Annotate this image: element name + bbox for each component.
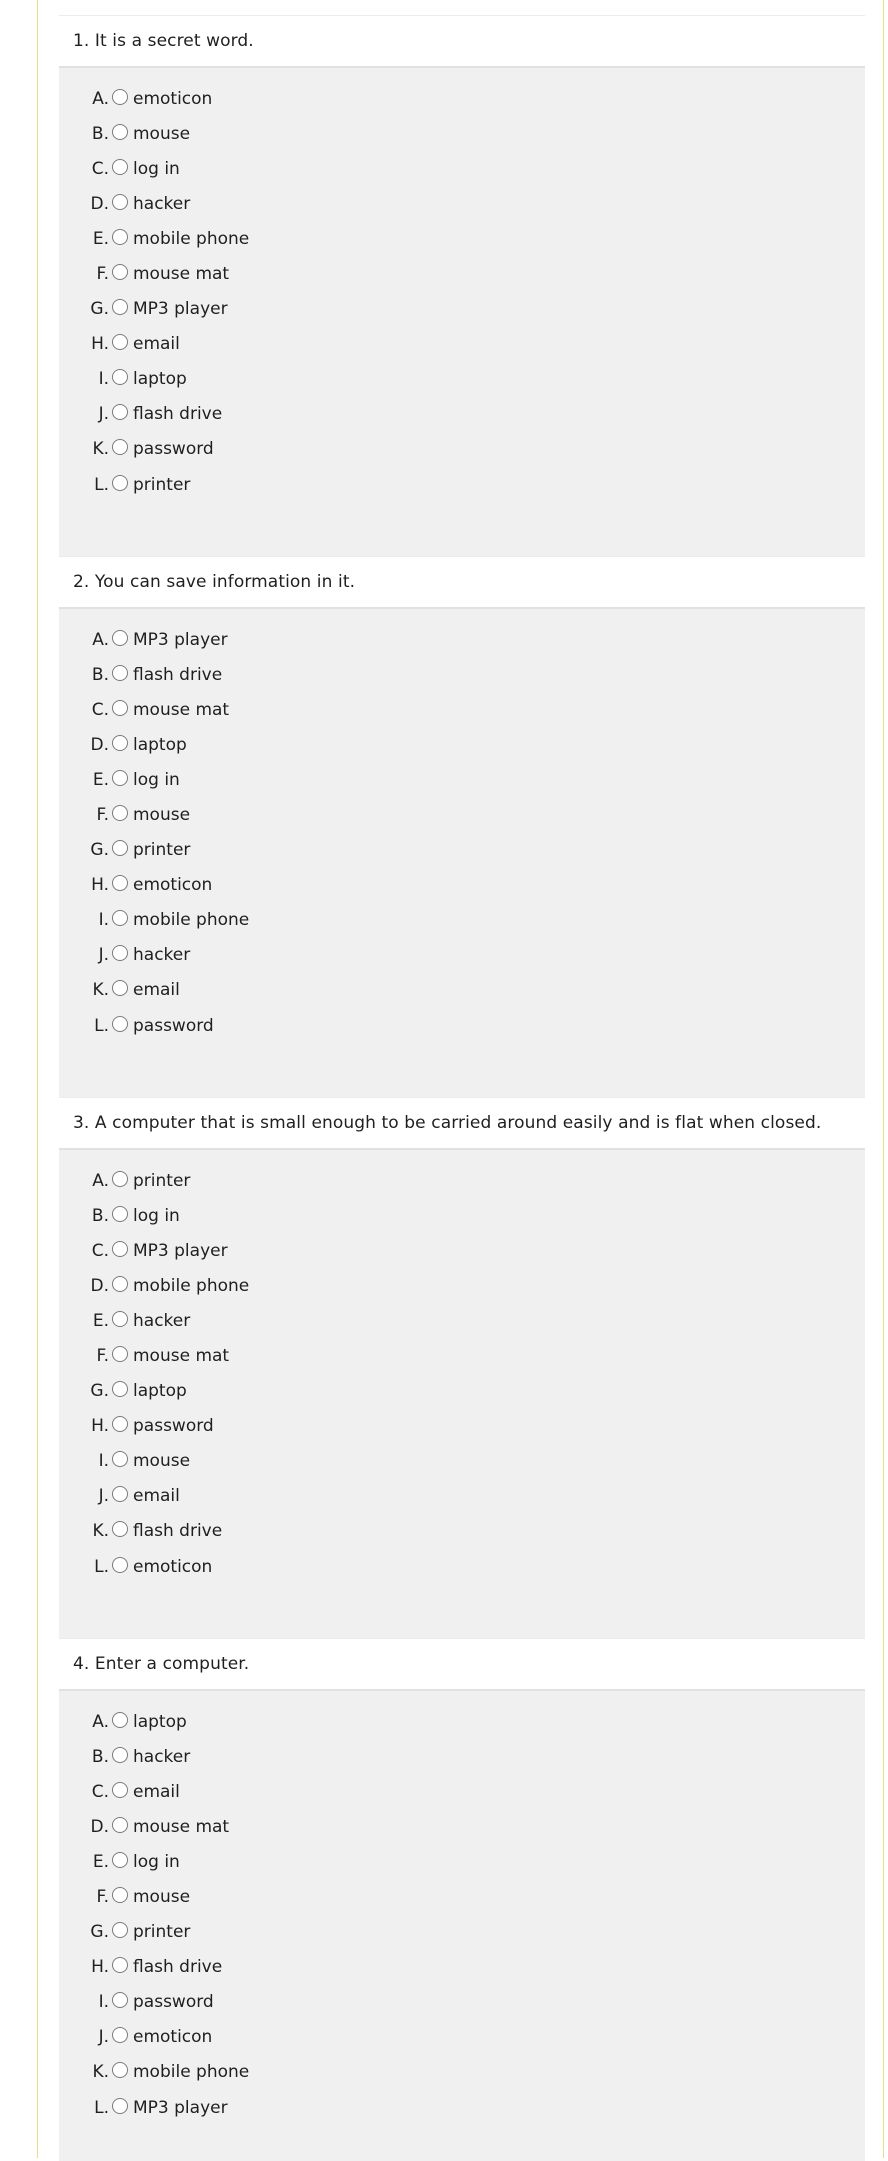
answer-option[interactable] [59,1844,865,1879]
option-label[interactable]: laptop [133,1711,187,1732]
option-label[interactable]: mouse [133,1451,191,1472]
option-letter: L. [94,2097,109,2118]
option-label[interactable]: flash drive [133,404,223,425]
option-label[interactable]: MP3 player [133,299,228,320]
answer-option[interactable] [59,467,865,502]
option-letter: B. [91,1746,109,1767]
option-letter: I. [98,1451,109,1472]
answer-option[interactable] [59,973,865,1008]
answer-option[interactable] [59,1879,865,1914]
answer-option[interactable] [59,2020,865,2055]
answer-option[interactable] [59,221,865,256]
option-letter: A. [92,1170,109,1191]
radio-button[interactable] [112,910,128,926]
question-block [59,556,865,1097]
radio-button[interactable] [112,1416,128,1432]
radio-button[interactable] [112,875,128,891]
answer-option[interactable] [59,1338,865,1373]
option-label[interactable]: mouse [133,1887,191,1908]
answer-option[interactable] [59,1739,865,1774]
radio-button[interactable] [112,945,128,961]
option-label[interactable]: mobile phone [133,2062,250,2083]
option-letter: D. [90,1816,109,1837]
option-letter: B. [91,1205,109,1226]
radio-button[interactable] [112,1206,128,1222]
radio-button[interactable] [112,159,128,175]
question-prompt: 3. A computer that is small enough to be carried around easily and is flat when closed. [59,1097,865,1150]
radio-button[interactable] [112,1016,128,1032]
answer-option[interactable] [59,186,865,221]
option-letter: C. [91,1781,109,1802]
option-letter: J. [98,404,109,425]
question-prompt: 4. Enter a computer. [59,1638,865,1691]
answer-option[interactable] [59,692,865,727]
answer-option[interactable] [59,762,865,797]
radio-button[interactable] [112,1747,128,1763]
option-letter: K. [92,439,109,460]
option-letter: J. [98,1486,109,1507]
option-letter: K. [92,980,109,1001]
option-label[interactable]: flash drive [133,1957,223,1978]
option-label[interactable]: flash drive [133,1521,223,1542]
question-block [59,1638,865,2161]
answer-option[interactable] [59,1704,865,1739]
answer-option[interactable] [59,151,865,186]
radio-button[interactable] [112,2027,128,2043]
radio-button[interactable] [112,840,128,856]
question-prompt: 2. You can save information in it. [59,556,865,609]
option-label[interactable]: MP3 player [133,629,228,650]
option-label[interactable]: log in [133,1205,180,1226]
radio-button[interactable] [112,700,128,716]
option-letter: I. [98,1992,109,2013]
answer-option[interactable] [59,1303,865,1338]
answer-option[interactable] [59,1514,865,1549]
option-letter: K. [92,1521,109,1542]
option-letter: F. [96,264,109,285]
radio-button[interactable] [112,1852,128,1868]
option-label[interactable]: email [133,334,180,355]
option-letter: C. [91,1240,109,1261]
option-label[interactable]: mobile phone [133,910,250,931]
answer-option[interactable] [59,833,865,868]
answer-option[interactable] [59,1809,865,1844]
radio-button[interactable] [112,1241,128,1257]
option-letter: F. [96,1346,109,1367]
answer-option[interactable] [59,1163,865,1198]
option-label[interactable]: log in [133,1851,180,1872]
option-letter: A. [92,1711,109,1732]
radio-button[interactable] [112,1486,128,1502]
answer-option[interactable] [59,1444,865,1479]
radio-button[interactable] [112,299,128,315]
answer-option[interactable] [59,727,865,762]
option-letter: J. [98,945,109,966]
answer-option[interactable] [59,292,865,327]
answer-option[interactable] [59,116,865,151]
question-block [59,15,865,556]
radio-button[interactable] [112,264,128,280]
option-letter: C. [91,699,109,720]
answer-option[interactable] [59,1268,865,1303]
radio-button[interactable] [112,1451,128,1467]
option-letter: I. [98,910,109,931]
option-label[interactable]: MP3 player [133,1240,228,1261]
answer-option[interactable] [59,2090,865,2125]
option-letter: D. [90,1275,109,1296]
option-label[interactable]: hacker [133,1746,191,1767]
option-label[interactable]: MP3 player [133,2097,228,2118]
option-label[interactable]: mouse mat [133,699,230,720]
option-letter: G. [90,840,109,861]
radio-button[interactable] [112,1992,128,2008]
option-label[interactable]: password [133,1992,214,2013]
answer-option[interactable] [59,1950,865,1985]
radio-button[interactable] [112,1171,128,1187]
option-letter: G. [90,1381,109,1402]
question-prompt: 1. It is a secret word. [59,15,865,68]
answer-option[interactable] [59,1915,865,1950]
answer-option[interactable] [59,1409,865,1444]
radio-button[interactable] [112,229,128,245]
answer-option[interactable] [59,1374,865,1409]
option-letter: H. [91,334,109,355]
option-letter: B. [91,664,109,685]
answer-options [59,1691,865,2161]
answer-option[interactable] [59,657,865,692]
radio-button[interactable] [112,665,128,681]
answer-option[interactable] [59,1008,865,1043]
answer-option[interactable] [59,1233,865,1268]
radio-button[interactable] [112,439,128,455]
radio-button[interactable] [112,2098,128,2114]
option-label[interactable]: emoticon [133,1556,213,1577]
option-label[interactable]: hacker [133,1310,191,1331]
option-label[interactable]: emoticon [133,2027,213,2048]
radio-button[interactable] [112,805,128,821]
option-label[interactable]: log in [133,158,180,179]
answer-option[interactable] [59,1774,865,1809]
option-label[interactable]: flash drive [133,664,223,685]
answer-option[interactable] [59,432,865,467]
radio-button[interactable] [112,1276,128,1292]
option-label[interactable]: email [133,980,180,1001]
option-label[interactable]: emoticon [133,875,213,896]
radio-button[interactable] [112,735,128,751]
option-label[interactable]: password [133,1015,214,1036]
answer-option[interactable] [59,256,865,291]
radio-button[interactable] [112,1887,128,1903]
option-label[interactable]: email [133,1486,180,1507]
option-label[interactable]: mouse mat [133,1816,230,1837]
option-letter: L. [94,1015,109,1036]
option-letter: H. [91,875,109,896]
option-label[interactable]: printer [133,1170,191,1191]
radio-button[interactable] [112,980,128,996]
answer-options [59,1150,865,1638]
radio-button[interactable] [112,1712,128,1728]
option-letter: D. [90,193,109,214]
answer-option[interactable] [59,903,865,938]
radio-button[interactable] [112,404,128,420]
option-letter: G. [90,1922,109,1943]
answer-option[interactable] [59,397,865,432]
option-label[interactable]: emoticon [133,88,213,109]
option-label[interactable]: mouse [133,123,191,144]
question-block [59,1097,865,1638]
option-letter: A. [92,88,109,109]
radio-button[interactable] [112,1521,128,1537]
option-letter: L. [94,1556,109,1577]
radio-button[interactable] [112,194,128,210]
answer-option[interactable] [59,1198,865,1233]
option-letter: I. [98,369,109,390]
answer-option[interactable] [59,327,865,362]
option-label[interactable]: hacker [133,193,191,214]
option-letter: B. [91,123,109,144]
answer-option[interactable] [59,362,865,397]
radio-button[interactable] [112,124,128,140]
option-label[interactable]: hacker [133,945,191,966]
radio-button[interactable] [112,2062,128,2078]
radio-button[interactable] [112,1311,128,1327]
answer-option[interactable] [59,2055,865,2090]
option-label[interactable]: mouse [133,805,191,826]
option-letter: H. [91,1416,109,1437]
radio-button[interactable] [112,1817,128,1833]
option-letter: E. [92,1851,109,1872]
option-label[interactable]: laptop [133,369,187,390]
radio-button[interactable] [112,1957,128,1973]
option-label[interactable]: email [133,1781,180,1802]
option-label[interactable]: mouse mat [133,1346,230,1367]
answer-option[interactable] [59,938,865,973]
option-letter: E. [92,228,109,249]
option-letter: L. [94,474,109,495]
option-label[interactable]: password [133,439,214,460]
option-letter: K. [92,2062,109,2083]
radio-button[interactable] [112,1346,128,1362]
answer-option[interactable] [59,868,865,903]
option-label[interactable]: printer [133,840,191,861]
radio-button[interactable] [112,89,128,105]
option-letter: J. [98,2027,109,2048]
answer-options [59,68,865,556]
radio-button[interactable] [112,369,128,385]
radio-button[interactable] [112,770,128,786]
option-letter: D. [90,734,109,755]
radio-button[interactable] [112,1381,128,1397]
option-letter: G. [90,299,109,320]
radio-button[interactable] [112,1922,128,1938]
option-label[interactable]: mobile phone [133,228,250,249]
option-letter: F. [96,805,109,826]
answer-option[interactable] [59,81,865,116]
answer-option[interactable] [59,797,865,832]
option-label[interactable]: printer [133,474,191,495]
option-label[interactable]: password [133,1416,214,1437]
option-label[interactable]: printer [133,1922,191,1943]
answer-option[interactable] [59,1479,865,1514]
answer-options [59,609,865,1097]
radio-button[interactable] [112,334,128,350]
radio-button[interactable] [112,1557,128,1573]
option-letter: E. [92,769,109,790]
option-label[interactable]: log in [133,769,180,790]
option-letter: E. [92,1310,109,1331]
option-letter: F. [96,1887,109,1908]
option-letter: A. [92,629,109,650]
option-letter: C. [91,158,109,179]
radio-button[interactable] [112,630,128,646]
radio-button[interactable] [112,1782,128,1798]
answer-option[interactable] [59,622,865,657]
option-label[interactable]: mouse mat [133,264,230,285]
option-label[interactable]: laptop [133,1381,187,1402]
radio-button[interactable] [112,475,128,491]
option-label[interactable]: mobile phone [133,1275,250,1296]
answer-option[interactable] [59,1549,865,1584]
option-letter: H. [91,1957,109,1978]
answer-option[interactable] [59,1985,865,2020]
option-label[interactable]: laptop [133,734,187,755]
